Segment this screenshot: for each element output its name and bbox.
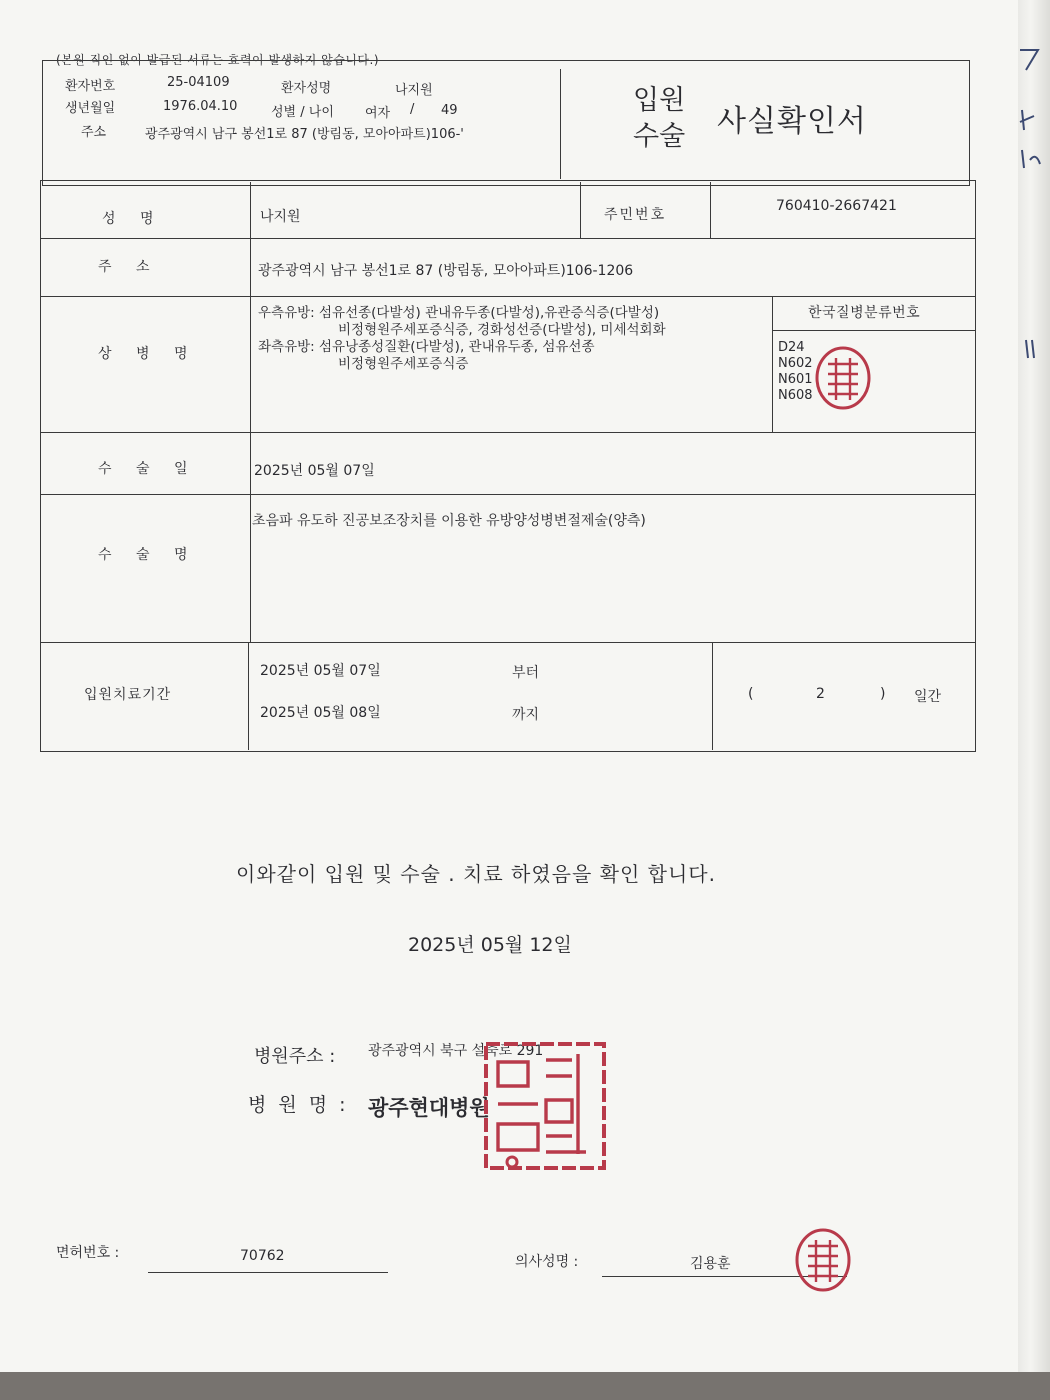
kcd-label: 한국질병분류번호 [808, 305, 921, 321]
sex-age-separator: / [410, 102, 415, 117]
title-surgery: 수술 [633, 121, 686, 152]
issue-date: 2025년 05월 12일 [408, 934, 572, 956]
doc-title: 사실확인서 [717, 104, 867, 139]
header-address: 광주광역시 남구 봉선1로 87 (방림동, 모아아파트)106-' [145, 127, 464, 142]
days-count: 2 [816, 686, 825, 702]
hospital-name-label: 병 원 명 : [248, 1094, 349, 1116]
surgery-date: 2025년 05월 07일 [254, 463, 375, 479]
age: 49 [441, 103, 458, 118]
license-number: 70762 [240, 1248, 285, 1264]
patient-name-label: 환자성명 [281, 81, 332, 96]
cell-divider [712, 642, 713, 750]
diagnosis-line: 우측유방: 섬유선종(다발성) 관내유두종(다발성),유관증식증(다발성) [258, 305, 660, 321]
from-word: 부터 [512, 665, 540, 681]
row-line [40, 494, 976, 495]
address-row-label: 주 소 [98, 259, 160, 275]
license-underline [148, 1272, 388, 1273]
row-line [40, 238, 976, 239]
admission-label: 입원치료기간 [84, 687, 172, 703]
paren-open: ( [748, 686, 754, 702]
diagnosis-line: 좌측유방: 섬유낭종성질환(다발성), 관내유두종, 섬유선종 [258, 339, 595, 355]
handwriting-marks [1016, 40, 1050, 400]
license-label: 면허번호 : [56, 1245, 120, 1261]
days-unit: 일간 [914, 689, 942, 705]
header-divider [560, 69, 561, 179]
row-line [40, 296, 976, 297]
diagnosis-text [258, 305, 666, 373]
patient-no-label: 환자번호 [65, 79, 116, 94]
kcd-code: D24 [778, 340, 805, 355]
hospital-name: 광주현대병원 [368, 1096, 490, 1120]
dob-label: 생년월일 [65, 101, 116, 116]
rrn-label: 주민번호 [604, 207, 667, 223]
disclaimer: (본원 직인 없이 발급된 서류는 효력이 발생하지 않습니다.) [56, 53, 379, 67]
hospital-seal-stamp [482, 1040, 608, 1172]
admission-to: 2025년 05월 08일 [260, 705, 381, 721]
kcd-code: N601 [778, 372, 813, 387]
patient-header-box [42, 60, 970, 186]
label-column-divider-lower [248, 642, 249, 750]
cell-divider [772, 330, 976, 331]
name-label: 성 명 [102, 211, 164, 227]
hospital-address-label: 병원주소 : [254, 1046, 336, 1067]
kcd-code: N602 [778, 356, 813, 371]
title-admission: 입원 [633, 85, 686, 116]
doctor-name: 김용훈 [690, 1256, 731, 1272]
sex-age-label: 성별 / 나이 [271, 105, 334, 120]
cell-divider [772, 296, 773, 432]
surgery-name: 초음파 유도하 진공보조장치를 이용한 유방양성병변절제술(양측) [252, 513, 646, 529]
confirmation-statement: 이와같이 입원 및 수술 . 치료 하였음을 확인 합니다. [236, 862, 716, 886]
admission-from: 2025년 05월 07일 [260, 663, 381, 679]
doc-title-prefix [633, 83, 685, 155]
doctor-seal-stamp [814, 346, 872, 410]
address-label: 주소 [81, 125, 107, 140]
hospital-address: 광주광역시 북구 설죽로 291 [368, 1043, 544, 1059]
patient-no: 25-04109 [167, 75, 230, 90]
patient-name: 나지원 [395, 83, 433, 98]
doctor-label: 의사성명 : [515, 1254, 579, 1270]
desk-surface [0, 1372, 1050, 1400]
surgery-name-label: 수 술 명 [98, 547, 198, 563]
name-value: 나지원 [260, 209, 301, 225]
rrn-value: 760410-2667421 [776, 198, 897, 214]
diagnosis-line: 비정형원주세포증식증, 경화성선증(다발성), 미세석회화 [338, 322, 666, 338]
row-line [40, 432, 976, 433]
sex: 여자 [365, 106, 391, 121]
surgery-date-label: 수 술 일 [98, 461, 198, 477]
cell-divider [580, 182, 581, 238]
dob: 1976.04.10 [163, 99, 238, 114]
paren-close: ) [880, 686, 886, 702]
row-line [40, 642, 976, 643]
diagnosis-label: 상 병 명 [98, 346, 198, 362]
diagnosis-line: 비정형원주세포증식증 [338, 356, 469, 372]
kcd-code: N608 [778, 388, 813, 403]
to-word: 까지 [512, 707, 540, 723]
address-value: 광주광역시 남구 봉선1로 87 (방림동, 모아아파트)106-1206 [258, 263, 634, 279]
doctor-signature-seal [794, 1228, 852, 1292]
cell-divider [710, 182, 711, 238]
kcd-codes [778, 340, 813, 404]
label-column-divider [250, 182, 251, 642]
